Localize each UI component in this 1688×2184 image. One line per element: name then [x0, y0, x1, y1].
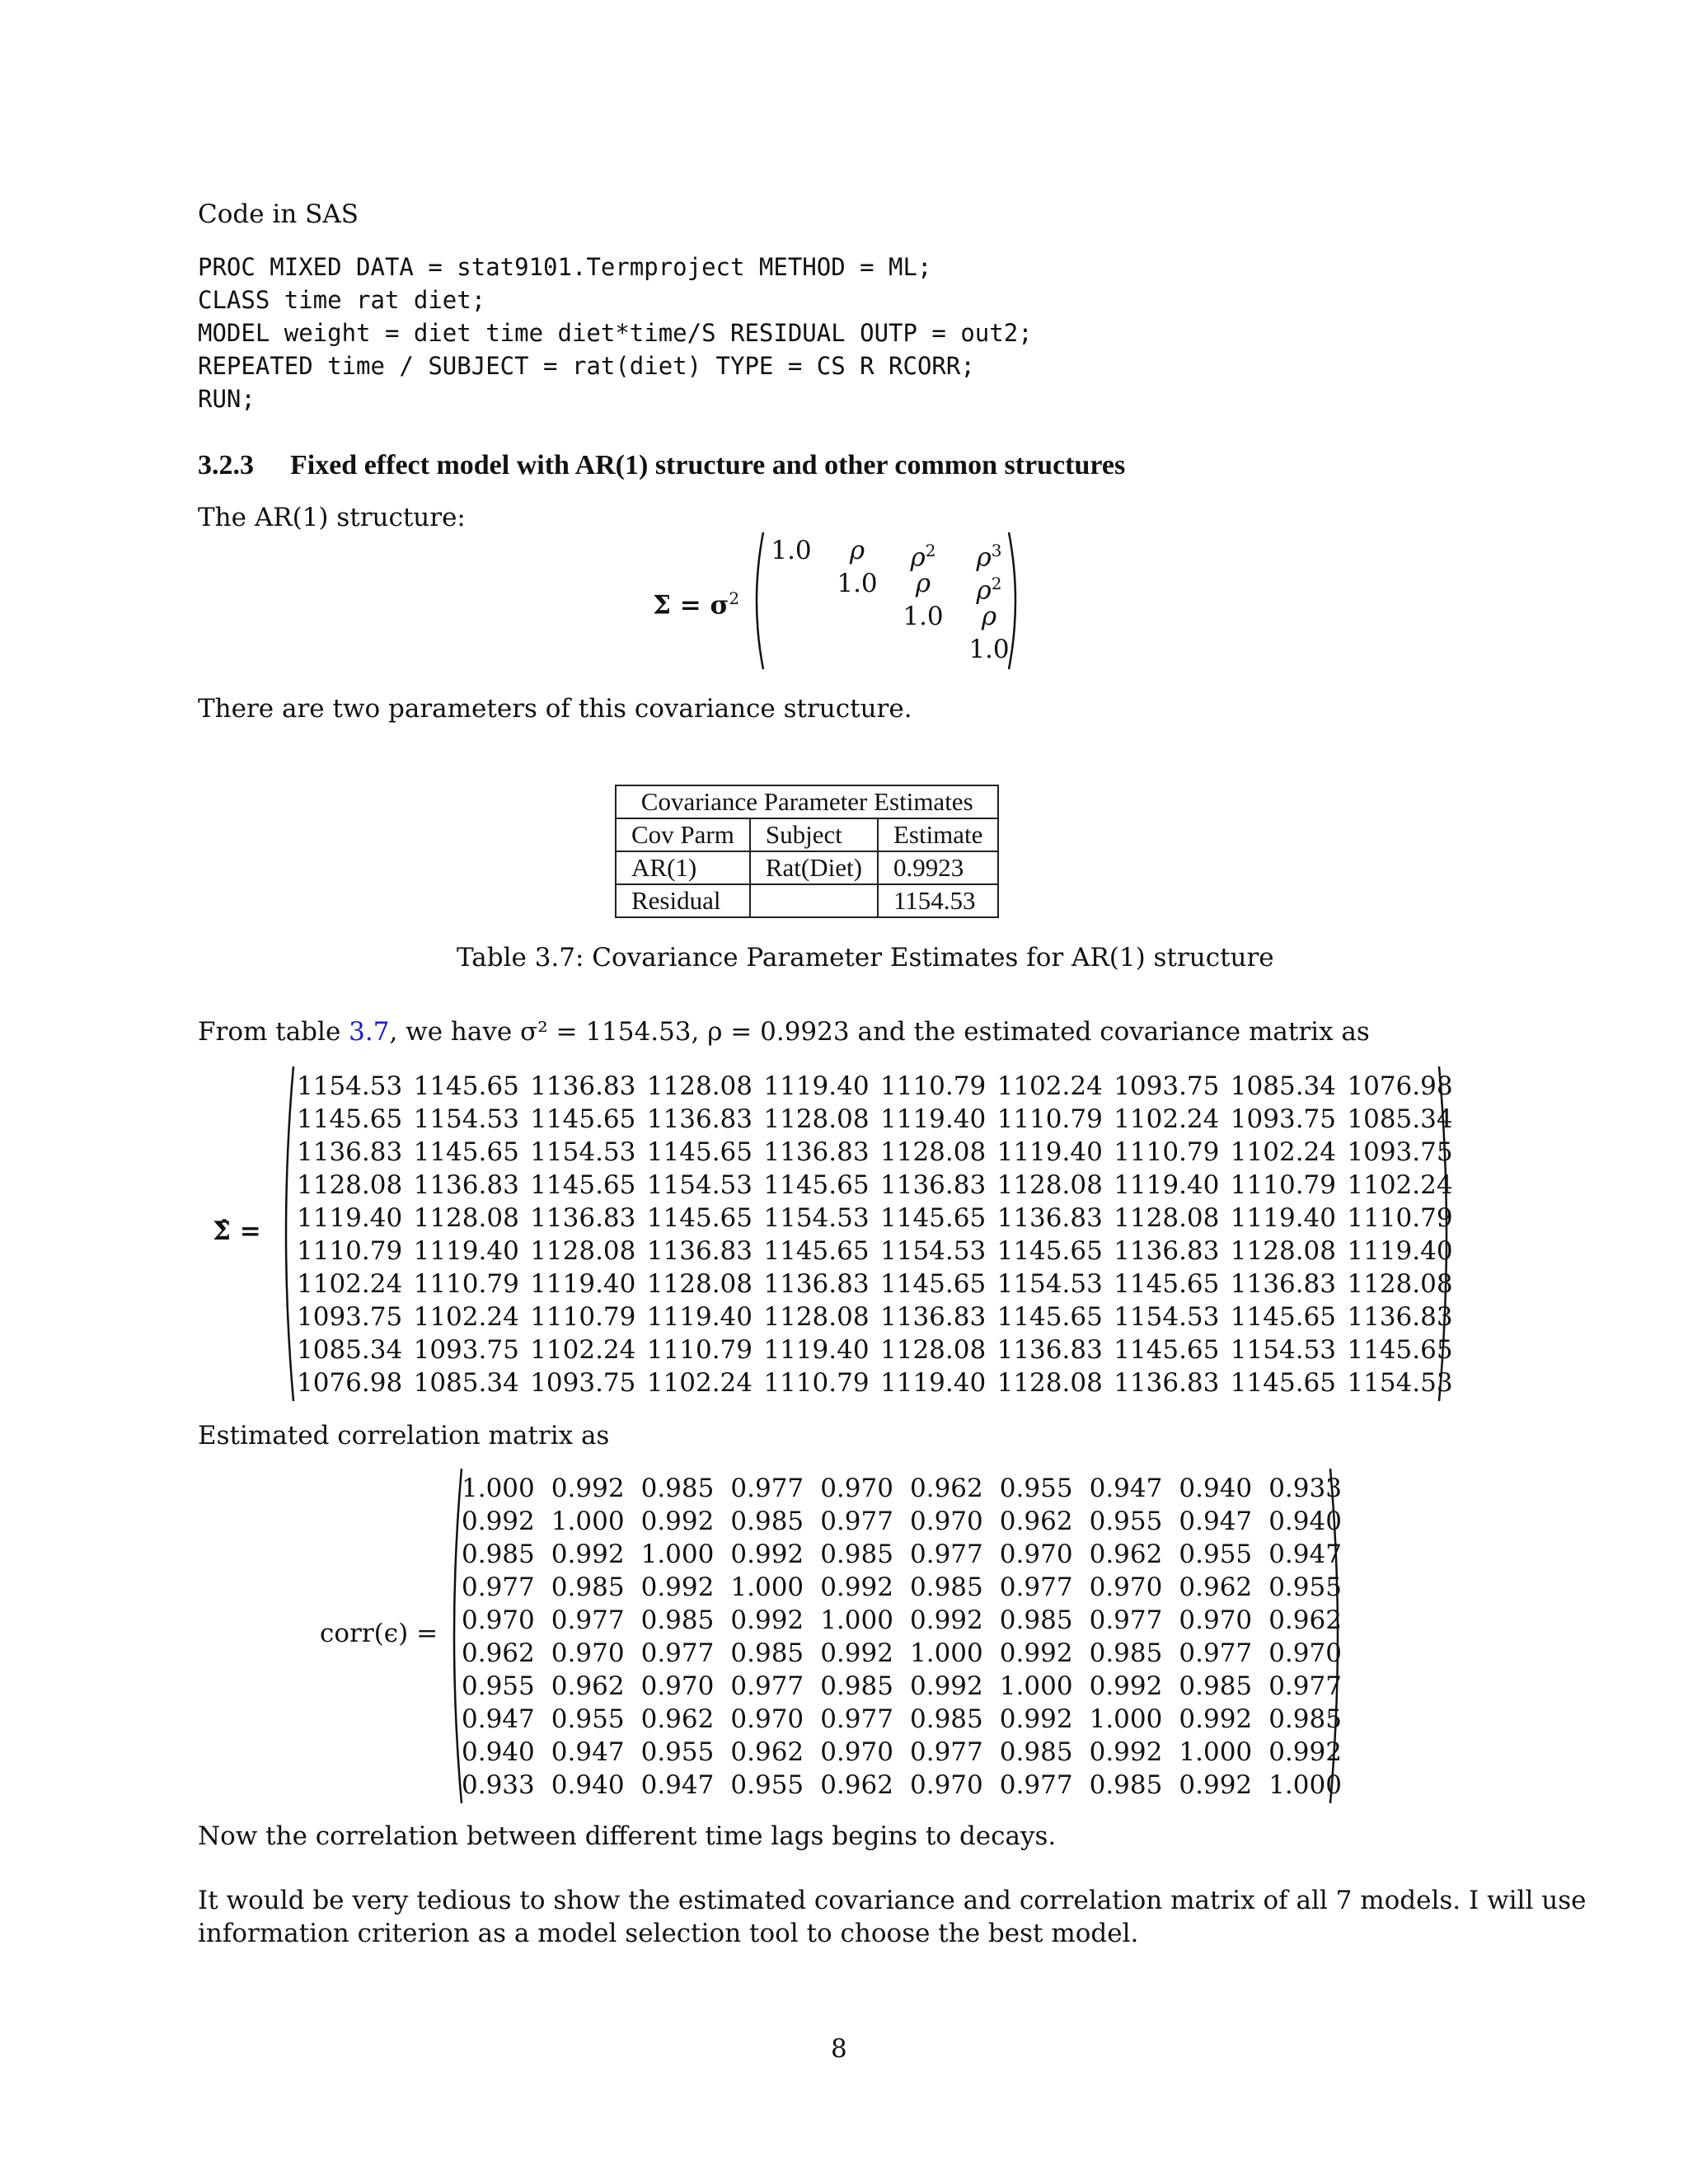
matrix-cell: 0.977	[1089, 1605, 1163, 1635]
from-table-text: From table 3.7, we have σ² = 1154.53, ρ = 0.9923 and the estimated covariance matrix as	[198, 1017, 1370, 1047]
matrix-cell: 0.970	[1179, 1605, 1253, 1635]
table-cell: AR(1)	[616, 851, 750, 884]
code-line: PROC MIXED DATA = stat9101.Termproject METHOD = ML;	[198, 253, 932, 281]
matrix-cell: 0.992	[820, 1638, 893, 1668]
matrix-cell: 1154.53	[996, 1269, 1103, 1299]
matrix-cell: 0.962	[1179, 1572, 1253, 1602]
table-cell: 1154.53	[878, 884, 998, 917]
matrix-cell: 1085.34	[413, 1368, 519, 1398]
matrix-cell: 0.955	[1268, 1572, 1342, 1602]
matrix-cell: 1085.34	[297, 1335, 403, 1365]
matrix-cell: 0.992	[820, 1572, 893, 1602]
matrix-cell: 0.940	[1179, 1474, 1253, 1503]
matrix-cell: 0.955	[730, 1770, 804, 1800]
ar1-label: The AR(1) structure:	[198, 503, 466, 532]
matrix-cell: 1128.08	[413, 1203, 519, 1233]
matrix-cell: 1145.65	[1230, 1302, 1336, 1332]
matrix-cell: 0.947	[640, 1770, 715, 1800]
matrix-cell: 0.977	[462, 1572, 535, 1602]
matrix-cell: 0.940	[1268, 1507, 1342, 1536]
matrix-cell: 0.985	[999, 1737, 1073, 1767]
matrix-cell: 0.992	[1179, 1704, 1253, 1734]
table-cell: Rat(Diet)	[750, 851, 878, 884]
matrix-cell: 0.992	[640, 1507, 715, 1536]
matrix-cell: 1128.08	[646, 1269, 753, 1299]
table-cell: 0.9923	[878, 851, 998, 884]
cov-label: Σ̂ =	[213, 1216, 261, 1246]
matrix-cell: 1102.24	[996, 1071, 1103, 1101]
matrix-cell: 0.962	[551, 1671, 625, 1701]
matrix-cell: 0.940	[551, 1770, 625, 1800]
table-row	[616, 851, 998, 884]
decay-text: Now the correlation between different time lags begins to decays.	[198, 1821, 1057, 1851]
matrix-cell: 1154.53	[1114, 1302, 1220, 1332]
matrix-cell: 1102.24	[1347, 1170, 1453, 1200]
ar1-lhs: $\Sigma = \sigma^2$	[653, 588, 740, 621]
matrix-cell: 1119.40	[763, 1335, 870, 1365]
section-heading	[198, 450, 1125, 481]
matrix-cell: 0.992	[640, 1572, 715, 1602]
matrix-cell: 1110.79	[763, 1368, 870, 1398]
matrix-cell: 0.955	[999, 1474, 1073, 1503]
matrix-cell: 1128.08	[996, 1170, 1103, 1200]
matrix-cell: 1128.08	[763, 1104, 870, 1134]
matrix-cell: 1.0	[771, 536, 812, 565]
matrix-cell: 0.962	[1268, 1605, 1342, 1635]
matrix-cell: 0.970	[910, 1507, 983, 1536]
matrix-cell: 0.985	[730, 1507, 804, 1536]
matrix-cell: 0.985	[999, 1605, 1073, 1635]
matrix-cell: 0.992	[1179, 1770, 1253, 1800]
matrix-cell: 0.977	[730, 1671, 804, 1701]
matrix-cell: 0.977	[820, 1704, 893, 1734]
matrix-cell: 0.992	[730, 1540, 804, 1569]
table-title-cell: Covariance Parameter Estimates	[616, 785, 998, 818]
matrix-cell: 0.985	[462, 1540, 535, 1569]
table-caption: Table 3.7: Covariance Parameter Estimates for AR(1) structure	[457, 943, 1274, 972]
matrix-cell: 1093.75	[413, 1335, 519, 1365]
matrix-cell: 1.000	[820, 1605, 893, 1635]
matrix-cell: 1154.53	[530, 1137, 636, 1167]
matrix-cell: 0.977	[910, 1540, 983, 1569]
matrix-cell: 1076.98	[297, 1368, 403, 1398]
matrix-cell: 1110.79	[646, 1335, 753, 1365]
matrix-cell: 1145.65	[996, 1236, 1103, 1266]
matrix-cell: 0.962	[910, 1474, 983, 1503]
matrix-cell: 0.947	[1179, 1507, 1253, 1536]
matrix-cell: 0.962	[462, 1638, 535, 1668]
matrix-cell: 0.992	[1089, 1671, 1163, 1701]
matrix-cell: 0.992	[1089, 1737, 1163, 1767]
matrix-cell: 1119.40	[996, 1137, 1103, 1167]
matrix-cell: 1136.83	[996, 1203, 1103, 1233]
matrix-cell: 0.955	[462, 1671, 535, 1701]
section-number: 3.2.3	[198, 450, 254, 480]
matrix-cell: 0.985	[640, 1474, 715, 1503]
table-header-row	[616, 818, 998, 851]
matrix-cell: 1102.24	[1114, 1104, 1220, 1134]
closing-line: It would be very tedious to show the estimated covariance and correlation matrix of all 7 models. I will use	[198, 1886, 1587, 1915]
matrix-cell: 0.992	[462, 1507, 535, 1536]
matrix-cell: 0.970	[820, 1737, 893, 1767]
matrix-cell: 0.947	[1089, 1474, 1163, 1503]
matrix-cell: 1.000	[462, 1474, 535, 1503]
matrix-cell: 1.000	[1268, 1770, 1342, 1800]
matrix-cell: 1093.75	[1230, 1104, 1336, 1134]
matrix-cell: 1.000	[910, 1638, 983, 1668]
matrix-cell: 1085.34	[1230, 1071, 1336, 1101]
matrix-cell: 1119.40	[413, 1236, 519, 1266]
matrix-cell: 1145.65	[1114, 1269, 1220, 1299]
matrix-cell: 1136.83	[763, 1269, 870, 1299]
code-line: REPEATED time / SUBJECT = rat(diet) TYPE = CS R RCORR;	[198, 352, 975, 380]
matrix-cell: 0.985	[730, 1638, 804, 1668]
matrix-cell: 1128.08	[530, 1236, 636, 1266]
matrix-cell: 0.985	[551, 1572, 625, 1602]
matrix-cell: 0.970	[820, 1474, 893, 1503]
table-header-cell: Subject	[750, 818, 878, 851]
matrix-cell: 0.985	[640, 1605, 715, 1635]
matrix-cell: 0.970	[1089, 1572, 1163, 1602]
matrix-cell: 1154.53	[413, 1104, 519, 1134]
matrix-cell: 1119.40	[1230, 1203, 1336, 1233]
table-row	[616, 785, 998, 818]
matrix-cell: 1136.83	[646, 1236, 753, 1266]
matrix-cell: 1.0	[837, 569, 878, 598]
sas-code-block	[198, 251, 1033, 415]
closing-line: information criterion as a model selection tool to choose the best model.	[198, 1919, 1139, 1948]
matrix-cell: 1154.53	[880, 1236, 987, 1266]
matrix-cell: 0.955	[1089, 1507, 1163, 1536]
matrix-cell: 1154.53	[1347, 1368, 1453, 1398]
matrix-cell: 1145.65	[530, 1104, 636, 1134]
matrix-cell: 1119.40	[1114, 1170, 1220, 1200]
matrix-cell: 1128.08	[297, 1170, 403, 1200]
matrix-cell: 1154.53	[297, 1071, 403, 1101]
matrix-cell: 0.985	[1089, 1770, 1163, 1800]
matrix-cell: 1093.75	[1114, 1071, 1220, 1101]
matrix-cell: 0.977	[999, 1770, 1073, 1800]
matrix-cell: 1119.40	[646, 1302, 753, 1332]
matrix-cell: 0.962	[640, 1704, 715, 1734]
matrix-cell: 0.947	[1268, 1540, 1342, 1569]
param-table	[615, 785, 999, 918]
matrix-cell: 0.992	[551, 1540, 625, 1569]
matrix-cell: 1145.65	[1230, 1368, 1336, 1398]
matrix-cell: 1145.65	[413, 1071, 519, 1101]
matrix-cell: 1110.79	[1230, 1170, 1336, 1200]
matrix-cell: 1102.24	[413, 1302, 519, 1332]
matrix-cell: 1145.65	[1347, 1335, 1453, 1365]
matrix-cell: 1136.83	[646, 1104, 753, 1134]
ar1-matrix	[758, 534, 1022, 676]
matrix-cell: 0.970	[551, 1638, 625, 1668]
matrix-cell: 0.992	[551, 1474, 625, 1503]
code-line: MODEL weight = diet time diet*time/S RESIDUAL OUTP = out2;	[198, 319, 1033, 347]
matrix-cell: 1128.08	[1114, 1203, 1220, 1233]
matrix-cell: 0.985	[1268, 1704, 1342, 1734]
matrix-cell: 1128.08	[763, 1302, 870, 1332]
intro-text: Code in SAS	[198, 199, 359, 229]
matrix-cell: 1145.65	[646, 1137, 753, 1167]
matrix-cell: 1128.08	[996, 1368, 1103, 1398]
matrix-cell: 1076.98	[1347, 1071, 1453, 1101]
matrix-cell: 1.000	[640, 1540, 715, 1569]
matrix-cell: 1136.83	[1347, 1302, 1453, 1332]
matrix-cell: 1136.83	[880, 1170, 987, 1200]
corr-label: corr(ϵ) =	[320, 1619, 438, 1648]
matrix-cell: 0.985	[1179, 1671, 1253, 1701]
matrix-cell: 1102.24	[530, 1335, 636, 1365]
matrix-cell: 1085.34	[1347, 1104, 1453, 1134]
matrix-cell: 0.977	[1179, 1638, 1253, 1668]
code-line: CLASS time rat diet;	[198, 286, 486, 314]
matrix-cell: 1128.08	[1230, 1236, 1336, 1266]
matrix-cell: 0.985	[820, 1540, 893, 1569]
table-ref-link[interactable]: 3.7	[349, 1017, 390, 1047]
matrix-cell: 1145.65	[996, 1302, 1103, 1332]
matrix-cell: 0.933	[1268, 1474, 1342, 1503]
matrix-cell: ρ	[849, 536, 865, 565]
table-header-cell: Estimate	[878, 818, 998, 851]
matrix-cell: 1093.75	[1347, 1137, 1453, 1167]
matrix-cell: 1136.83	[1114, 1368, 1220, 1398]
matrix-cell: $\rho^2$	[910, 541, 936, 573]
matrix-cell: 0.970	[999, 1540, 1073, 1569]
matrix-cell: 1102.24	[297, 1269, 403, 1299]
matrix-cell: 1145.65	[297, 1104, 403, 1134]
matrix-cell: 0.992	[1268, 1737, 1342, 1767]
matrix-cell: 1110.79	[530, 1302, 636, 1332]
matrix-cell: 0.985	[910, 1572, 983, 1602]
matrix-cell: 1110.79	[1114, 1137, 1220, 1167]
matrix-cell: 1154.53	[1230, 1335, 1336, 1365]
matrix-cell: 1136.83	[1114, 1236, 1220, 1266]
matrix-cell: 1110.79	[996, 1104, 1103, 1134]
matrix-cell: 1145.65	[646, 1203, 753, 1233]
matrix-cell: 0.933	[462, 1770, 535, 1800]
matrix-cell: 0.962	[1089, 1540, 1163, 1569]
matrix-cell: 0.977	[551, 1605, 625, 1635]
corr-matrix	[462, 1472, 1342, 1802]
matrix-cell: 0.970	[462, 1605, 535, 1635]
two-params-text: There are two parameters of this covariance structure.	[198, 694, 912, 724]
matrix-cell: 1119.40	[1347, 1236, 1453, 1266]
matrix-cell: 1145.65	[763, 1170, 870, 1200]
matrix-cell: 0.992	[730, 1605, 804, 1635]
matrix-cell: 0.977	[730, 1474, 804, 1503]
matrix-cell: 0.970	[730, 1704, 804, 1734]
cov-matrix	[297, 1070, 1453, 1399]
matrix-cell: 0.970	[910, 1770, 983, 1800]
matrix-cell: 1119.40	[297, 1203, 403, 1233]
matrix-cell: 1136.83	[996, 1335, 1103, 1365]
matrix-cell: 1110.79	[1347, 1203, 1453, 1233]
matrix-cell: 0.970	[1268, 1638, 1342, 1668]
matrix-cell: 1.000	[999, 1671, 1073, 1701]
matrix-cell: 1128.08	[880, 1137, 987, 1167]
matrix-cell: 1145.65	[530, 1170, 636, 1200]
matrix-cell: 1136.83	[763, 1137, 870, 1167]
matrix-cell: 1102.24	[1230, 1137, 1336, 1167]
matrix-cell: 0.992	[999, 1704, 1073, 1734]
matrix-cell: 1102.24	[646, 1368, 753, 1398]
table-header-cell: Cov Parm	[616, 818, 750, 851]
matrix-cell: $\rho^2$	[976, 574, 1002, 606]
matrix-cell: 1154.53	[763, 1203, 870, 1233]
page-number: 8	[831, 2034, 847, 2064]
left-paren	[445, 1467, 463, 1805]
table-cell: Residual	[616, 884, 750, 917]
section-title: Fixed effect model with AR(1) structure and other common structures	[290, 450, 1126, 480]
matrix-cell: 1145.65	[880, 1269, 987, 1299]
matrix-cell: 0.985	[910, 1704, 983, 1734]
matrix-cell: 0.977	[640, 1638, 715, 1668]
matrix-cell: 1.000	[1089, 1704, 1163, 1734]
matrix-cell: 1110.79	[413, 1269, 519, 1299]
matrix-cell: 0.977	[820, 1507, 893, 1536]
matrix-cell: 0.947	[551, 1737, 625, 1767]
matrix-cell: 1093.75	[530, 1368, 636, 1398]
matrix-cell: 1.000	[551, 1507, 625, 1536]
matrix-cell: 0.955	[640, 1737, 715, 1767]
matrix-cell: 1128.08	[880, 1335, 987, 1365]
matrix-cell: 0.962	[999, 1507, 1073, 1536]
matrix-cell: 1128.08	[646, 1071, 753, 1101]
matrix-cell: 1136.83	[1230, 1269, 1336, 1299]
matrix-cell: 0.970	[640, 1671, 715, 1701]
matrix-cell: $\rho^3$	[976, 541, 1002, 573]
matrix-cell: 1.000	[1179, 1737, 1253, 1767]
matrix-cell: 1.0	[968, 635, 1010, 664]
matrix-cell: 0.977	[1268, 1671, 1342, 1701]
matrix-cell: 1145.65	[1114, 1335, 1220, 1365]
matrix-cell: 0.962	[730, 1737, 804, 1767]
table-cell	[750, 884, 878, 917]
matrix-cell: 1145.65	[880, 1203, 987, 1233]
matrix-cell: 0.955	[551, 1704, 625, 1734]
matrix-cell: 1128.08	[1347, 1269, 1453, 1299]
matrix-cell: 0.940	[462, 1737, 535, 1767]
matrix-cell: 1145.65	[413, 1137, 519, 1167]
matrix-cell: 1136.83	[297, 1137, 403, 1167]
matrix-cell: 0.962	[820, 1770, 893, 1800]
matrix-cell: 1154.53	[646, 1170, 753, 1200]
matrix-cell: 1119.40	[880, 1368, 987, 1398]
matrix-cell: 1.0	[903, 602, 944, 631]
matrix-cell: 0.977	[999, 1572, 1073, 1602]
matrix-cell: ρ	[981, 602, 997, 631]
matrix-cell: 0.985	[1089, 1638, 1163, 1668]
matrix-cell: 1136.83	[880, 1302, 987, 1332]
matrix-cell: 0.992	[999, 1638, 1073, 1668]
matrix-cell: 0.947	[462, 1704, 535, 1734]
matrix-cell: 0.977	[910, 1737, 983, 1767]
matrix-cell: 1.000	[730, 1572, 804, 1602]
matrix-cell: ρ	[915, 569, 931, 598]
matrix-cell: 1145.65	[763, 1236, 870, 1266]
left-paren	[277, 1065, 295, 1403]
table-row	[616, 884, 998, 917]
code-line: RUN;	[198, 385, 256, 413]
matrix-cell: 0.985	[820, 1671, 893, 1701]
matrix-cell: 0.992	[910, 1605, 983, 1635]
matrix-cell: 1136.83	[413, 1170, 519, 1200]
matrix-cell: 1093.75	[297, 1302, 403, 1332]
matrix-cell: 1119.40	[880, 1104, 987, 1134]
matrix-cell: 0.992	[910, 1671, 983, 1701]
matrix-cell: 1136.83	[530, 1203, 636, 1233]
matrix-cell: 0.955	[1179, 1540, 1253, 1569]
matrix-cell: 1110.79	[880, 1071, 987, 1101]
matrix-cell: 1119.40	[763, 1071, 870, 1101]
corr-intro-text: Estimated correlation matrix as	[198, 1421, 610, 1451]
matrix-cell: 1110.79	[297, 1236, 403, 1266]
matrix-cell: 1136.83	[530, 1071, 636, 1101]
matrix-cell: 1119.40	[530, 1269, 636, 1299]
